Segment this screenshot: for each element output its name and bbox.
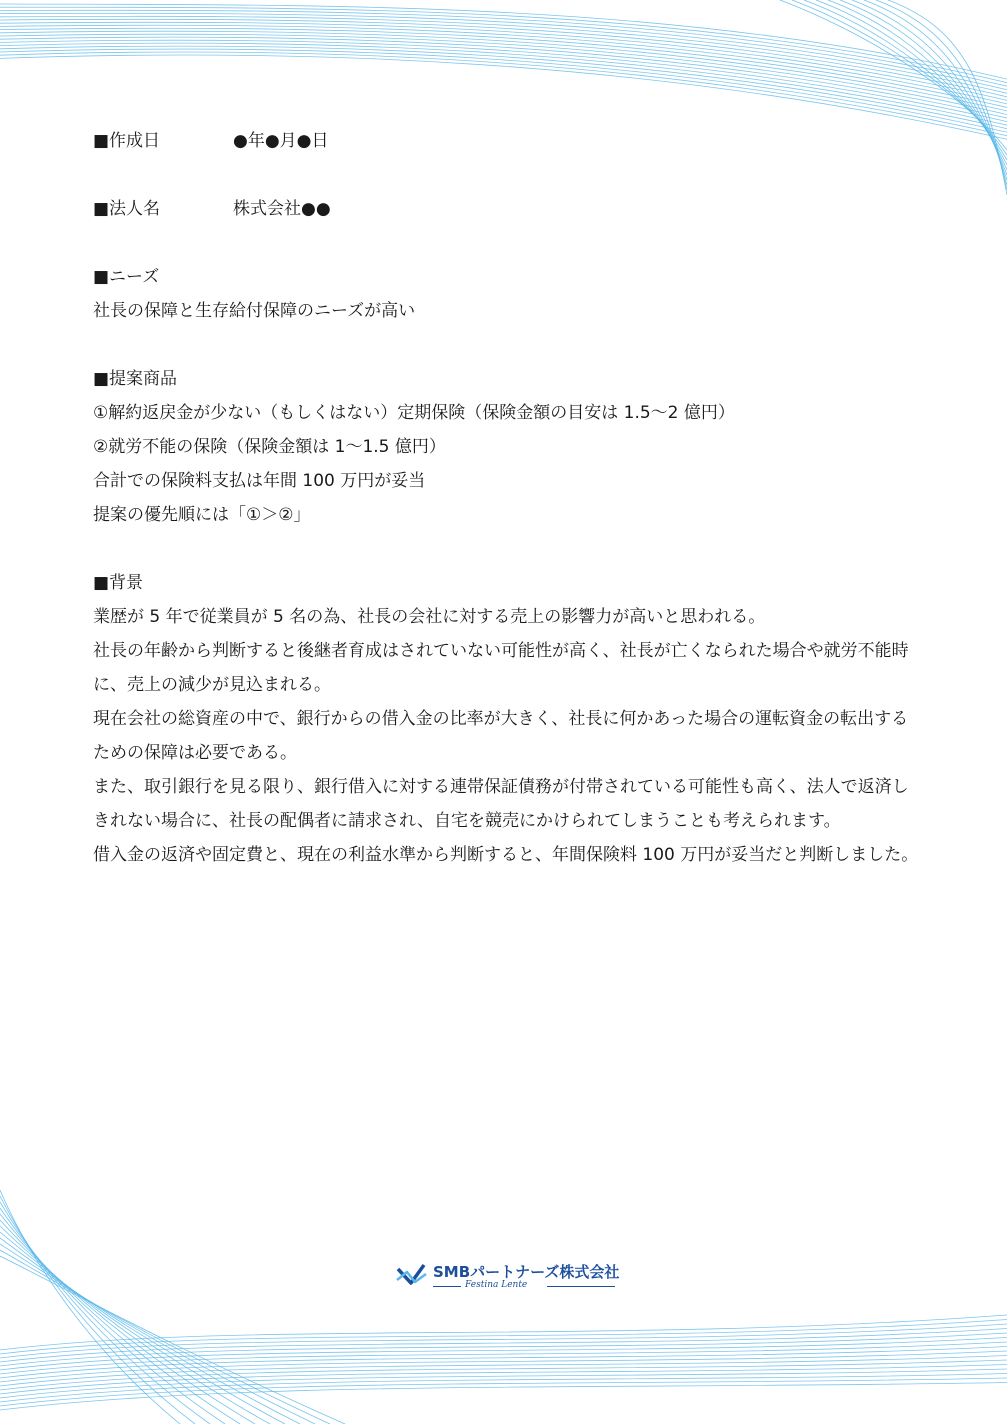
- company-value: 株式会社●●: [233, 199, 331, 219]
- wave-line: [0, 1196, 195, 1424]
- background-paragraph: また、取引銀行を見る限り、銀行借入に対する連帯保証債務が付帯されている可能性も高く、法人で返済しきれない場合に、社長の配偶者に請求され、自宅を競売にかけられてしまうことも考えられます。: [93, 777, 909, 831]
- logo-mark-icon: [395, 1260, 427, 1292]
- wave-line: [0, 1250, 330, 1424]
- wave-line: [0, 1324, 1007, 1358]
- wave-line: [0, 1256, 345, 1424]
- wave-line: [0, 1238, 300, 1424]
- wave-line: [0, 1214, 240, 1424]
- bottom-wave-decoration: [0, 1180, 1007, 1424]
- wave-line: [0, 1220, 255, 1424]
- wave-line: [0, 1315, 1007, 1350]
- wave-line: [0, 1369, 1007, 1398]
- background-heading: ■背景: [93, 573, 144, 593]
- background-paragraph: 業歴が 5 年で従業員が 5 名の為、社長の会社に対する売上の影響力が高いと思われる。: [93, 607, 766, 627]
- date-value: ●年●月●日: [233, 131, 329, 151]
- wave-line: [0, 1365, 1007, 1395]
- company-logo: [395, 1258, 625, 1298]
- wave-line: [0, 1208, 225, 1424]
- wave-line: [0, 1320, 1007, 1355]
- proposal-line: ①解約返戻金が少ない（もしくはない）定期保険（保険金額の目安は 1.5～2 億円）: [93, 403, 735, 423]
- wave-line: [0, 1226, 270, 1424]
- wave-line: [0, 1374, 1007, 1403]
- proposal-line: ②就労不能の保険（保険金額は 1～1.5 億円）: [93, 437, 446, 457]
- wave-line: [0, 1338, 1007, 1371]
- wave-line: [0, 1244, 315, 1424]
- wave-line: [0, 7, 1007, 139]
- wave-line: [0, 1342, 1007, 1374]
- background-paragraph: 借入金の返済や固定費と、現在の利益水準から判断すると、年間保険料 100 万円が妥当だと判断しました。: [93, 845, 919, 865]
- wave-line: [0, 1351, 1007, 1382]
- company-label: ■法人名: [93, 199, 161, 219]
- wave-line: [0, 1232, 285, 1424]
- date-row: [93, 124, 923, 158]
- wave-line: [0, 1202, 210, 1424]
- proposal-heading: ■提案商品: [93, 369, 178, 389]
- wave-line: [0, 1333, 1007, 1366]
- wave-line: [0, 1360, 1007, 1390]
- wave-line: [0, 1347, 1007, 1379]
- wave-line: [0, 1383, 1007, 1411]
- document-body: [93, 124, 923, 872]
- logo-name: SMBパートナーズ株式会社: [433, 1263, 620, 1281]
- background-paragraph: 社長の年齢から判断すると後継者育成はされていない可能性が高く、社長が亡くなられた場合や就労不能時に、売上の減少が見込まれる。: [93, 641, 909, 695]
- company-row: [93, 192, 923, 226]
- proposal-line: 合計での保険料支払は年間 100 万円が妥当: [93, 471, 426, 491]
- background-paragraph: 現在会社の総資産の中で、銀行からの借入金の比率が大きく、社長に何かあった場合の運転資金の転出するための保障は必要である。: [93, 709, 909, 763]
- proposal-line: 提案の優先順には「①＞②」: [93, 505, 311, 525]
- wave-line: [0, 4, 1007, 135]
- date-label: ■作成日: [93, 131, 161, 151]
- wave-line: [0, 1378, 1007, 1406]
- needs-text: 社長の保障と生存給付保障のニーズが高い: [93, 301, 416, 321]
- wave-line: [0, 1329, 1007, 1363]
- wave-line: [0, 1356, 1007, 1387]
- logo-tagline: Festina Lente: [465, 1280, 528, 1290]
- needs-heading: ■ニーズ: [93, 267, 160, 287]
- wave-line: [0, 1190, 180, 1424]
